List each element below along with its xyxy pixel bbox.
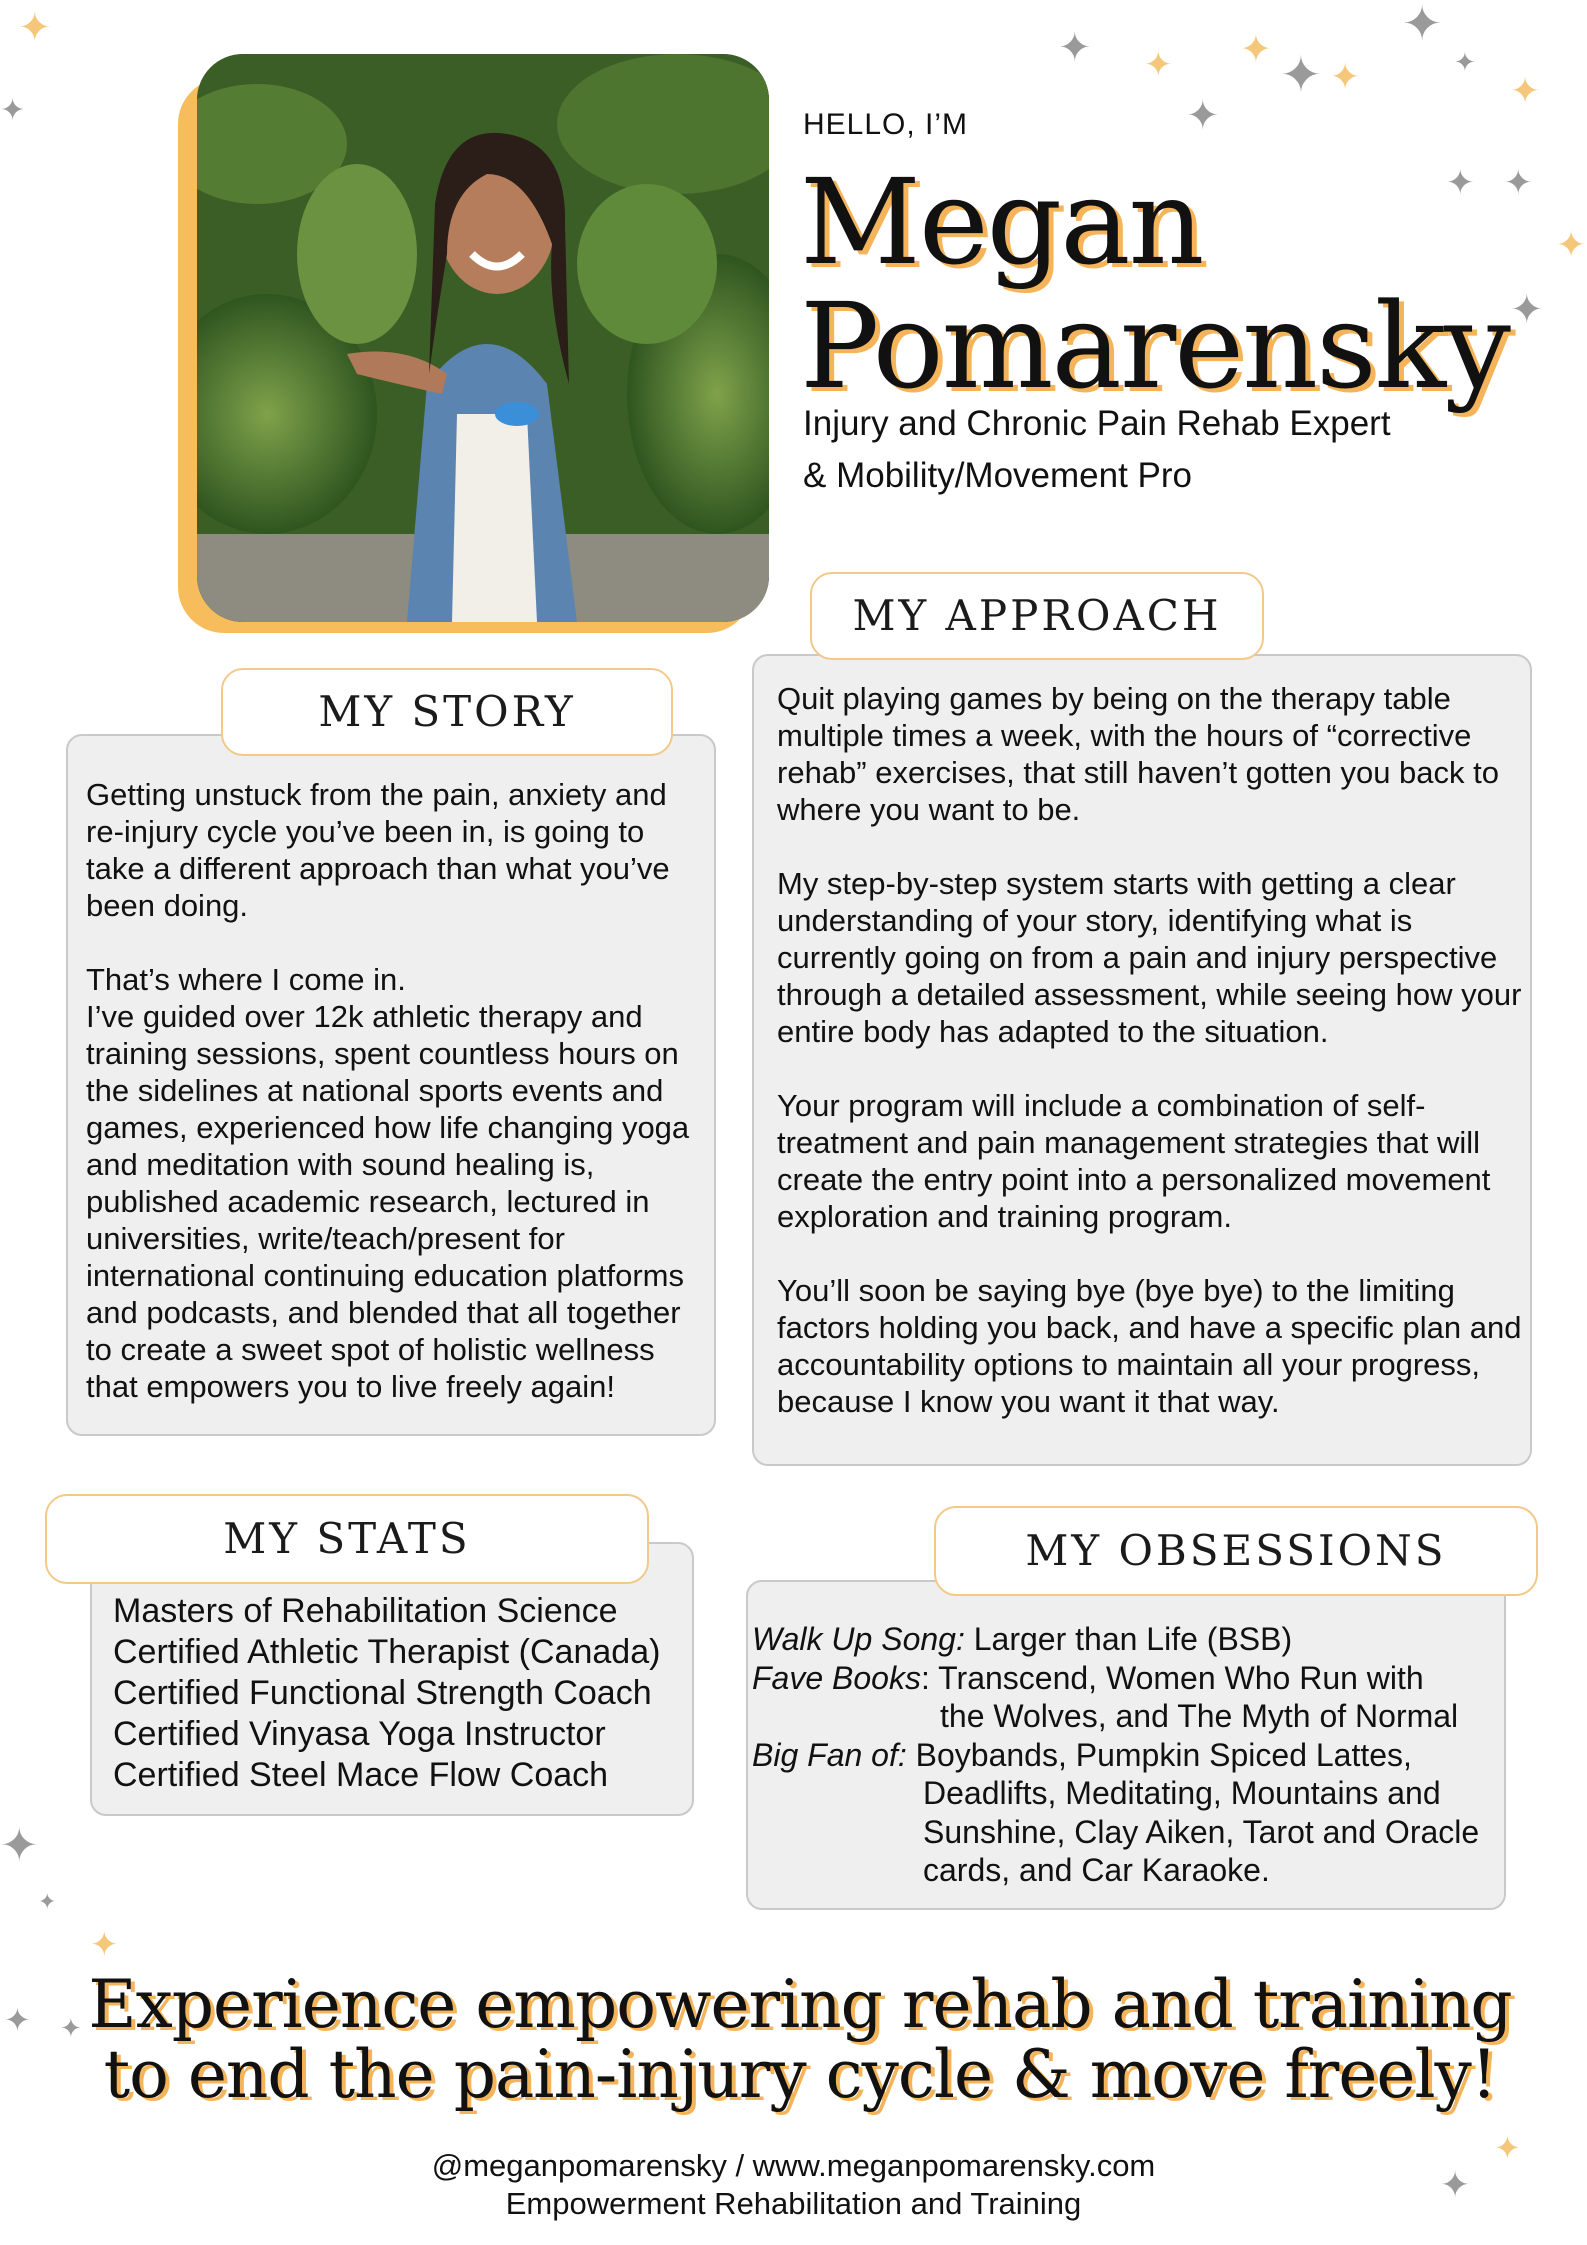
obsession-fave-books — [752, 1659, 1512, 1698]
job-title-line-1: Injury and Chronic Pain Rehab Expert — [803, 404, 1391, 443]
walk-up-song-value: Larger than Life (BSB) — [964, 1621, 1293, 1657]
stats-item: Certified Functional Strength Coach — [113, 1674, 652, 1712]
big-fan-value-cont: Sunshine, Clay Aiken, Tarot and Oracle — [923, 1813, 1480, 1850]
obsessions-heading: MY OBSESSIONS — [934, 1506, 1538, 1596]
big-fan-value-cont: cards, and Car Karaoke. — [923, 1852, 1270, 1888]
sparkle-star-icon: ✦ — [1144, 45, 1173, 85]
sparkle-star-icon: ✦ — [1494, 2129, 1521, 2167]
name-last: Pomarensky — [800, 277, 1509, 415]
sparkle-star-icon: ✦ — [1510, 71, 1541, 112]
person-name — [800, 153, 1560, 415]
obsession-walk-up-song — [752, 1620, 1512, 1659]
footer-contact: @meganpomarensky / www.meganpomarensky.com — [431, 2148, 1156, 2183]
sparkle-star-icon: ✦ — [1556, 225, 1587, 266]
profile-photo-illustration — [197, 54, 769, 622]
fave-books-label: Fave Books — [752, 1659, 921, 1696]
sparkle-star-icon: ✦ — [0, 93, 26, 128]
sparkle-star-icon: ✦ — [1402, 0, 1443, 52]
tagline-line-1: Experience empowering rehab and training — [88, 1966, 1512, 2043]
sparkle-star-icon: ✦ — [1330, 57, 1361, 98]
fave-books-value: : Transcend, Women Who Run with — [920, 1659, 1424, 1696]
big-fan-value: Boybands, Pumpkin Spiced Lattes, — [906, 1736, 1412, 1773]
sparkle-star-icon: ✦ — [1510, 287, 1544, 333]
sparkle-star-icon: ✦ — [1240, 27, 1272, 71]
sparkle-star-icon: ✦ — [18, 5, 52, 51]
footer-business-name: Empowerment Rehabilitation and Training — [505, 2186, 1082, 2221]
fave-books-value-cont: the Wolves, and The Myth of Normal — [940, 1698, 1459, 1734]
approach-paragraph-3: Your program will include a combination of self-treatment and pain management strategies that will create the entry point into a personalized movement exploration and training program. — [777, 1088, 1491, 1234]
sparkle-star-icon: ✦ — [1186, 93, 1220, 139]
sparkle-star-icon: ✦ — [4, 2001, 31, 2039]
sparkle-star-icon: ✦ — [1504, 163, 1533, 203]
approach-paragraph-1: Quit playing games by being on the therapy table multiple times a week, with the hours of “corrective rehab” exercises, that still haven’t gotten you back to where you want to be. — [777, 681, 1500, 827]
sparkle-star-icon: ✦ — [1454, 48, 1476, 78]
sparkle-star-icon: ✦ — [0, 1818, 39, 1872]
sparkle-star-icon: ✦ — [1058, 25, 1092, 71]
sparkle-star-icon: ✦ — [1280, 46, 1322, 104]
story-paragraph-1: Getting unstuck from the pain, anxiety and re-injury cycle you’ve been in, is going to take a different approach than what you’ve been doing. — [86, 777, 670, 923]
sparkle-star-icon: ✦ — [90, 1925, 119, 1965]
tagline-line-2: to end the pain-injury cycle & move freely! — [103, 2036, 1497, 2113]
approach-heading: MY APPROACH — [810, 572, 1264, 660]
walk-up-song-label: Walk Up Song: — [752, 1621, 965, 1657]
story-heading: MY STORY — [221, 668, 673, 756]
job-title — [803, 398, 1503, 502]
stats-item: Certified Vinyasa Yoga Instructor — [113, 1715, 606, 1753]
greeting: HELLO, I’M — [803, 108, 969, 141]
sparkle-star-icon: ✦ — [1440, 2165, 1471, 2206]
sparkle-star-icon: ✦ — [38, 1890, 57, 1915]
big-fan-label: Big Fan of: — [752, 1736, 907, 1773]
big-fan-value-cont: Deadlifts, Meditating, Mountains and — [923, 1775, 1441, 1811]
approach-paragraph-2: My step-by-step system starts with getting a clear understanding of your story, identifying what is currently going on from a pain and injury perspective through a detailed assessment, while seeing how your entire body has adapted to the situation. — [777, 866, 1522, 1049]
approach-text — [777, 680, 1522, 1420]
stats-item: Masters of Rehabilitation Science — [113, 1592, 618, 1630]
approach-paragraph-4: You’ll soon be saying bye (bye bye) to the limiting factors holding you back, and have a specific plan and accountability options to maintain all your progress, because I know you want it that way. — [777, 1273, 1522, 1419]
obsession-big-fan — [752, 1736, 1512, 1775]
story-paragraph-2-body: I’ve guided over 12k athletic therapy and training sessions, spent countless hours on the sidelines at national sports events and games, experienced how life changing yoga and meditation with sound healing is, published academic research, lectured in universities, write/teach/present for international continuing education platforms and podcasts, and blended that all together to create a sweet spot of holistic wellness that empowers you to live freely again! — [86, 999, 690, 1404]
sparkle-star-icon: ✦ — [1446, 163, 1475, 203]
obsessions-list — [752, 1620, 1512, 1890]
tagline — [60, 1966, 1540, 2113]
profile-photo — [197, 54, 769, 622]
stats-item: Certified Athletic Therapist (Canada) — [113, 1633, 661, 1671]
story-paragraph-2-intro: That’s where I come in. — [86, 962, 406, 997]
stats-item: Certified Steel Mace Flow Coach — [113, 1756, 609, 1794]
stats-list — [113, 1591, 693, 1796]
stats-heading: MY STATS — [45, 1494, 649, 1584]
story-text — [86, 776, 706, 1405]
job-title-line-2: & Mobility/Movement Pro — [803, 456, 1193, 495]
sparkle-star-icon: ✦ — [60, 2014, 82, 2044]
name-first: Megan — [800, 153, 1203, 291]
